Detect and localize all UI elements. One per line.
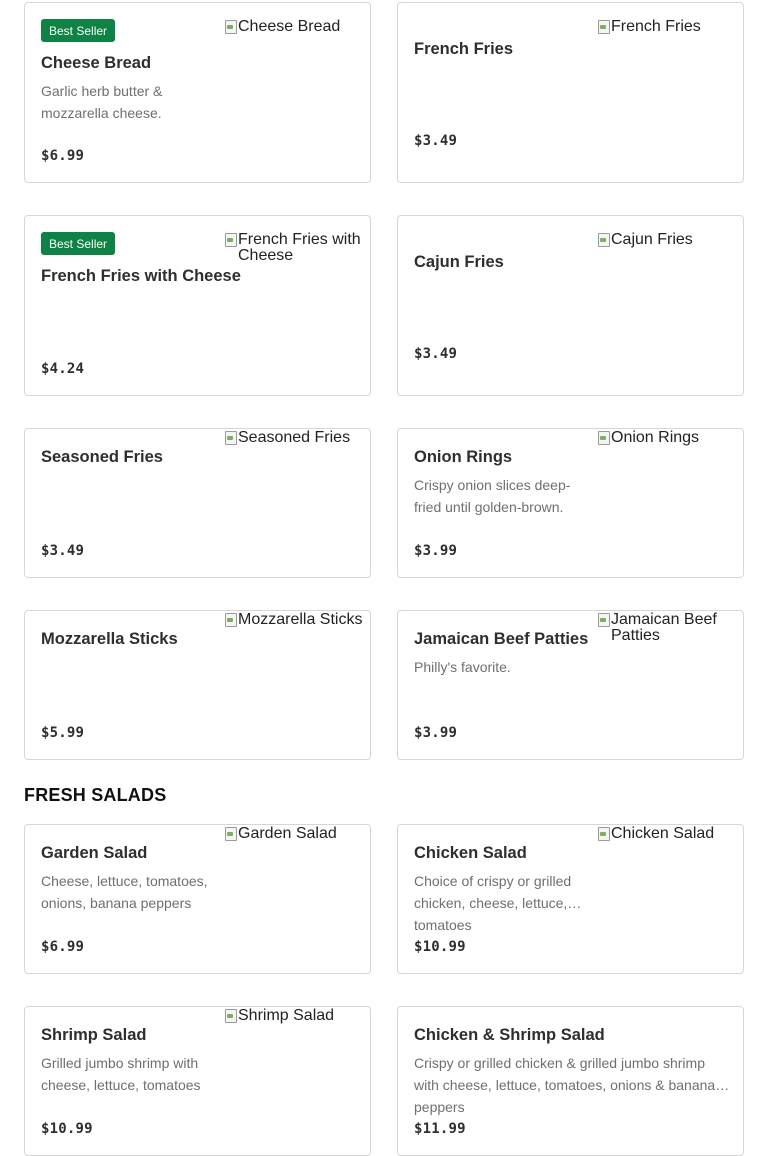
- menu-item-image[interactable]: [224, 826, 372, 974]
- menu-item-image[interactable]: [597, 430, 745, 578]
- broken-image-icon: [224, 19, 238, 35]
- menu-item-info: [414, 447, 582, 518]
- menu-item-card[interactable]: [24, 1006, 371, 1156]
- image-alt-text: Jamaican Beef Patties: [611, 611, 717, 644]
- broken-image-icon: [597, 19, 611, 35]
- menu-item-info: [414, 629, 589, 678]
- broken-image-icon: [224, 430, 238, 446]
- menu-item-card[interactable]: [397, 2, 744, 183]
- menu-item-name: Cajun Fries: [414, 253, 504, 271]
- image-alt-text: Onion Rings: [611, 429, 700, 446]
- menu-item-card[interactable]: [24, 824, 371, 974]
- menu-item-info: [41, 843, 209, 914]
- best-seller-badge: Best Seller: [41, 232, 115, 255]
- broken-image-icon: [224, 232, 238, 248]
- menu-item-card[interactable]: [397, 610, 744, 760]
- menu-item-info: [414, 39, 582, 59]
- menu-item-price: $11.99: [414, 1121, 466, 1137]
- menu-item-price: $10.99: [41, 1121, 93, 1137]
- menu-item-name: Shrimp Salad: [41, 1026, 147, 1044]
- menu-item-card[interactable]: [397, 428, 744, 578]
- menu-item-image[interactable]: [597, 19, 745, 198]
- menu-item-card[interactable]: [24, 215, 371, 396]
- best-seller-badge: Best Seller: [41, 19, 115, 42]
- menu-item-image[interactable]: [597, 232, 745, 411]
- image-alt-text: French Fries: [611, 18, 701, 35]
- menu-item-price: $10.99: [414, 939, 466, 955]
- broken-image-icon: [224, 1008, 238, 1024]
- image-alt-text: Shrimp Salad: [238, 1007, 335, 1024]
- menu-item-price: $3.49: [414, 346, 458, 362]
- broken-image-icon: [597, 826, 611, 842]
- broken-image-icon: [597, 612, 611, 628]
- menu-item-info: [41, 447, 209, 467]
- menu-item-image[interactable]: [597, 826, 745, 974]
- menu-item-name: Seasoned Fries: [41, 448, 163, 466]
- section-title: FRESH SALADS: [24, 785, 167, 805]
- menu-item-image[interactable]: [224, 1008, 372, 1156]
- menu-item-name: Chicken Salad: [414, 844, 527, 862]
- menu-item-image[interactable]: [597, 612, 745, 760]
- menu-item-card[interactable]: [397, 1006, 744, 1156]
- menu-item-info: [414, 843, 582, 933]
- menu-item-image[interactable]: [224, 19, 372, 198]
- menu-item-price: $3.99: [414, 725, 458, 741]
- menu-item-price: $3.49: [41, 543, 85, 559]
- menu-item-name: Garden Salad: [41, 844, 148, 862]
- image-alt-text: Seasoned Fries: [238, 429, 351, 446]
- menu-item-info: [414, 252, 582, 272]
- menu-item-image[interactable]: [224, 232, 372, 411]
- menu-item-info: [41, 19, 209, 124]
- image-alt-text: Cheese Bread: [238, 18, 341, 35]
- menu-item-description: Choice of crispy or grilled chicken, cheese, lettuce, tomatoes: [414, 873, 572, 933]
- menu-item-name: Cheese Bread: [41, 54, 152, 72]
- menu-item-card[interactable]: [397, 824, 744, 974]
- menu-item-description: Philly's favorite.: [414, 659, 511, 675]
- image-alt-text: Chicken Salad: [611, 825, 715, 842]
- image-alt-text: Mozzarella Sticks: [238, 611, 363, 628]
- menu-item-info: [41, 629, 209, 649]
- menu-item-price: $3.49: [414, 133, 458, 149]
- menu-item-name: Jamaican Beef Patties: [414, 630, 589, 648]
- menu-item-card[interactable]: [24, 610, 371, 760]
- menu-item-description: Cheese, lettuce, tomatoes, onions, banana peppers: [41, 873, 208, 911]
- menu-item-name: Onion Rings: [414, 448, 513, 466]
- menu-item-info: [41, 1025, 209, 1096]
- image-alt-text: Cajun Fries: [611, 231, 693, 248]
- image-alt-text: French Fries with Cheese: [238, 231, 361, 264]
- menu-item-price: $5.99: [41, 725, 85, 741]
- menu-item-info: [41, 232, 241, 286]
- menu-item-name: French Fries with Cheese: [41, 267, 241, 285]
- menu-item-description: Garlic herb butter & mozzarella cheese.: [41, 83, 163, 121]
- image-alt-text: Garden Salad: [238, 825, 337, 842]
- menu-item-price: $6.99: [41, 939, 85, 955]
- menu-item-name: Mozzarella Sticks: [41, 630, 178, 648]
- broken-image-icon: [224, 612, 238, 628]
- menu-item-image[interactable]: [224, 430, 372, 578]
- menu-item-card[interactable]: [24, 428, 371, 578]
- menu-item-info: [414, 1025, 730, 1115]
- menu-item-image[interactable]: [224, 612, 372, 760]
- menu-item-price: $6.99: [41, 148, 85, 164]
- menu-item-description: Crispy or grilled chicken & grilled jumbo shrimp with cheese, lettuce, tomatoes, onions & banana peppers: [414, 1055, 716, 1115]
- menu-item-description: Grilled jumbo shrimp with cheese, lettuce, tomatoes: [41, 1055, 201, 1093]
- menu-item-price: $3.99: [414, 543, 458, 559]
- menu-item-card[interactable]: [24, 2, 371, 183]
- menu-item-name: Chicken & Shrimp Salad: [414, 1026, 605, 1044]
- menu-item-name: French Fries: [414, 40, 514, 58]
- broken-image-icon: [597, 430, 611, 446]
- broken-image-icon: [224, 826, 238, 842]
- menu-item-description: Crispy onion slices deep-fried until golden-brown.: [414, 477, 571, 515]
- menu-item-card[interactable]: [397, 215, 744, 396]
- broken-image-icon: [597, 232, 611, 248]
- menu-item-price: $4.24: [41, 361, 85, 377]
